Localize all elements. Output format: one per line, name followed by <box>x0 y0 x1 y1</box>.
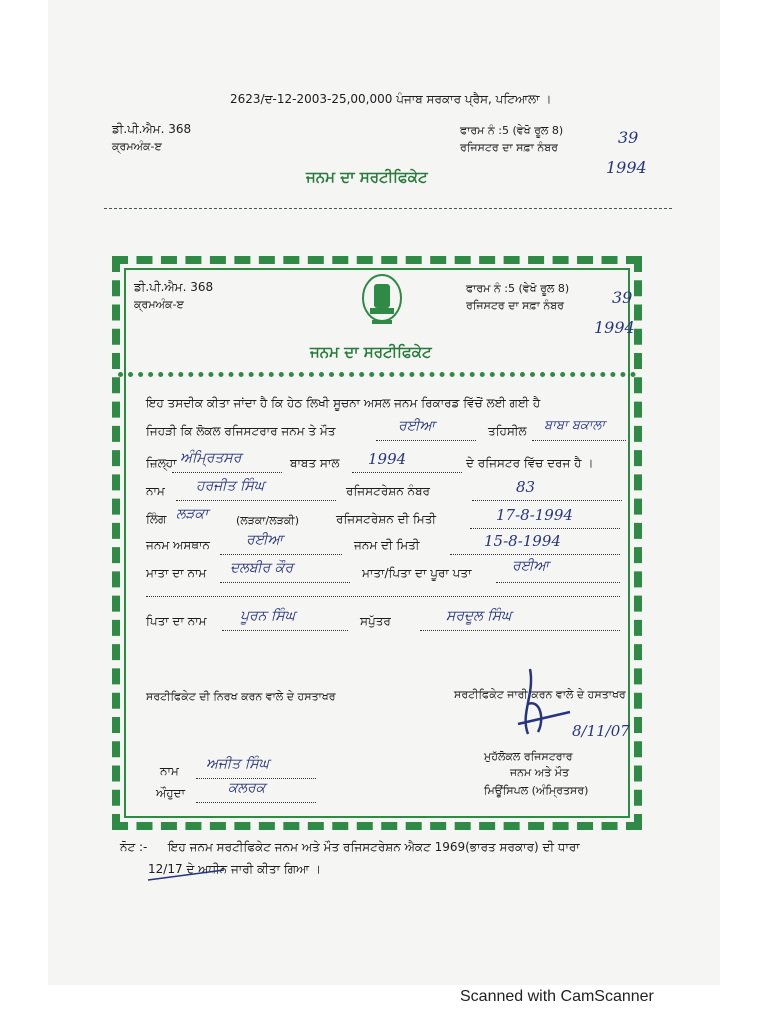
dotline <box>472 500 622 501</box>
son-of-value: ਸਰਦੂਲ ਸਿੰਘ <box>446 608 512 624</box>
printer-line: 2623/ਦ-12-2003-25,00,000 ਪੰਜਾਬ ਸਰਕਾਰ ਪ੍ਰੈਸ, ਪਟਿਆਲਾ । <box>230 92 552 106</box>
scanner-footer: Scanned with CamScanner <box>460 988 654 1005</box>
header-divider <box>104 208 672 209</box>
line2-value: ਰਈਆ <box>398 418 435 434</box>
dotline <box>196 778 316 779</box>
sex-options: (ਲੜਕਾ/ਲੜਕੀ) <box>236 514 299 527</box>
son-of-label: ਸਪੁੱਤਰ <box>360 614 391 628</box>
dotline <box>196 802 316 803</box>
dotline <box>352 472 462 473</box>
dotline <box>376 440 476 441</box>
top-title: ਜਨਮ ਦਾ ਸਰਟੀਫਿਕੇਟ <box>306 168 428 186</box>
mother-value: ਦਲਬੀਰ ਕੌਰ <box>230 560 294 576</box>
dotline <box>532 440 626 441</box>
reg-date-label: ਰਜਿਸਟਰੇਸ਼ਨ ਦੀ ਮਿਤੀ <box>336 512 436 526</box>
birthplace-label: ਜਨਮ ਅਸਥਾਨ <box>146 538 210 552</box>
reg-no-value: 83 <box>516 478 536 496</box>
birthplace-value: ਰਈਆ <box>246 532 283 548</box>
sign-date: 8/11/07 <box>572 722 630 740</box>
note-strike-icon <box>146 868 226 882</box>
cert-kramank: ਕ੍ਰਮਅੰਕ-ੲ <box>134 298 184 311</box>
dotline <box>220 582 350 583</box>
note-line-2: 12/17 ਦੇ ਅਧੀਨ ਜਾਰੀ ਕੀਤਾ ਗਿਆ । <box>148 862 321 876</box>
district-value: ਅੰਮ੍ਰਿਤਸਰ <box>180 450 242 466</box>
address-label: ਮਾਤਾ/ਪਿਤਾ ਦਾ ਪੂਰਾ ਪਤਾ <box>362 566 472 580</box>
reg-no-label: ਰਜਿਸਟਰੇਸ਼ਨ ਨੰਬਰ <box>346 484 430 498</box>
dob-label: ਜਨਮ ਦੀ ਮਿਤੀ <box>354 538 420 552</box>
registrar-line-2: ਜਨਮ ਅਤੇ ਮੌਤ <box>510 766 570 779</box>
sig-post-label: ਔਹੁਦਾ <box>156 786 186 800</box>
note-line-1: ਇਹ ਜਨਮ ਸਰਟੀਫਿਕੇਟ ਜਨਮ ਅਤੇ ਮੌਤ ਰਜਿਸਟਰੇਸ਼ਨ ਐਕਟ 1969(ਭਾਰਤ ਸਰਕਾਰ) ਦੀ ਧਾਰਾ <box>168 840 580 854</box>
dotline <box>420 630 620 631</box>
reg-date-value: 17-8-1994 <box>496 506 573 524</box>
dotline <box>450 554 620 555</box>
top-year: 1994 <box>606 158 647 177</box>
right-sign-label: ਸਰਟੀਫਿਕੇਟ ਜਾਰੀ ਕਰਨ ਵਾਲੇ ਦੇ ਹਸਤਾਖਰ <box>454 688 626 701</box>
registrar-line-1: ਮੁਹੱਲੋਕਲ ਰਜਿਸਟਰਾਰ <box>484 750 573 763</box>
top-register-page: ਰਜਿਸਟਰ ਦਾ ਸਫ਼ਾ ਨੰਬਰ <box>460 141 558 154</box>
top-page-no: 39 <box>618 128 639 147</box>
line2-label: ਜਿਹੜੀ ਕਿ ਲੋਕਲ ਰਜਿਸਟਰਾਰ ਜਨਮ ਤੇ ਮੌਤ <box>146 424 336 438</box>
cert-dpm: ਡੀ.ਪੀ.ਐਮ. 368 <box>134 280 214 294</box>
cert-title: ਜਨਮ ਦਾ ਸਰਟੀਫਿਕੇਟ <box>310 343 432 361</box>
year-label: ਬਾਬਤ ਸਾਲ <box>290 456 340 470</box>
dotline <box>470 528 620 529</box>
register-label: ਦੇ ਰਜਿਸਟਰ ਵਿੱਚ ਦਰਜ ਹੈ । <box>466 456 594 470</box>
registrar-line-3: ਮਿਊਂਸਿਪਲ (ਅੰਮ੍ਰਿਤਸਰ) <box>484 784 589 797</box>
cert-register-page: ਰਜਿਸਟਰ ਦਾ ਸਫ਼ਾ ਨੰਬਰ <box>466 299 564 312</box>
dotline <box>176 500 336 501</box>
tehsil-value: ਬਾਬਾ ਬਕਾਲਾ <box>544 418 605 433</box>
certificate-inner-border <box>118 372 636 377</box>
emblem-icon <box>360 272 404 330</box>
dotline <box>172 472 282 473</box>
dotline <box>222 630 348 631</box>
district-label: ਜ਼ਿਲ੍ਹਾ <box>146 456 177 470</box>
top-form-no: ਫਾਰਮ ਨੰ :5 (ਵੇਖੋ ਰੂਲ 8) <box>460 124 564 137</box>
dob-value: 15-8-1994 <box>484 532 561 550</box>
top-kramank: ਕ੍ਰਮਅੰਕ-ੲ <box>112 140 162 153</box>
sex-label: ਲਿੰਗ <box>146 512 167 526</box>
mother-label: ਮਾਤਾ ਦਾ ਨਾਮ <box>146 566 207 580</box>
note-label: ਨੋਟ :- <box>120 840 148 854</box>
father-label: ਪਿਤਾ ਦਾ ਨਾਮ <box>146 614 207 628</box>
cert-page-no: 39 <box>612 288 633 307</box>
cert-intro: ਇਹ ਤਸਦੀਕ ਕੀਤਾ ਜਾਂਦਾ ਹੈ ਕਿ ਹੇਠ ਲਿਖੀ ਸੂਚਨਾ ਅਸਲ ਜਨਮ ਰਿਕਾਰਡ ਵਿੱਚੋਂ ਲਈ ਗਈ ਹੈ <box>146 396 541 410</box>
left-sign-label: ਸਰਟੀਫਿਕੇਟ ਦੀ ਨਿਰਖ ਕਰਨ ਵਾਲੇ ਦੇ ਹਸਤਾਖਰ <box>146 690 336 703</box>
dotline <box>146 596 620 597</box>
dotline <box>496 582 620 583</box>
sex-value: ਲੜਕਾ <box>176 506 209 522</box>
sig-name-label: ਨਾਮ <box>160 764 179 778</box>
dotline <box>220 554 342 555</box>
sig-post-value: ਕਲਰਕ <box>228 780 266 796</box>
father-value: ਪੂਰਨ ਸਿੰਘ <box>240 608 296 624</box>
cert-year: 1994 <box>594 318 635 337</box>
name-value: ਹਰਜੀਤ ਸਿੰਘ <box>196 478 265 494</box>
sig-name-value: ਅਜੀਤ ਸਿੰਘ <box>206 756 270 772</box>
top-dpm: ਡੀ.ਪੀ.ਐਮ. 368 <box>112 122 192 136</box>
year-value: 1994 <box>368 450 407 468</box>
cert-form-no: ਫਾਰਮ ਨੰ :5 (ਵੇਖੋ ਰੂਲ 8) <box>466 282 570 295</box>
name-label: ਨਾਮ <box>146 484 165 498</box>
address-value: ਰਈਆ <box>512 558 549 574</box>
tehsil-label: ਤਹਿਸੀਲ <box>488 424 527 438</box>
